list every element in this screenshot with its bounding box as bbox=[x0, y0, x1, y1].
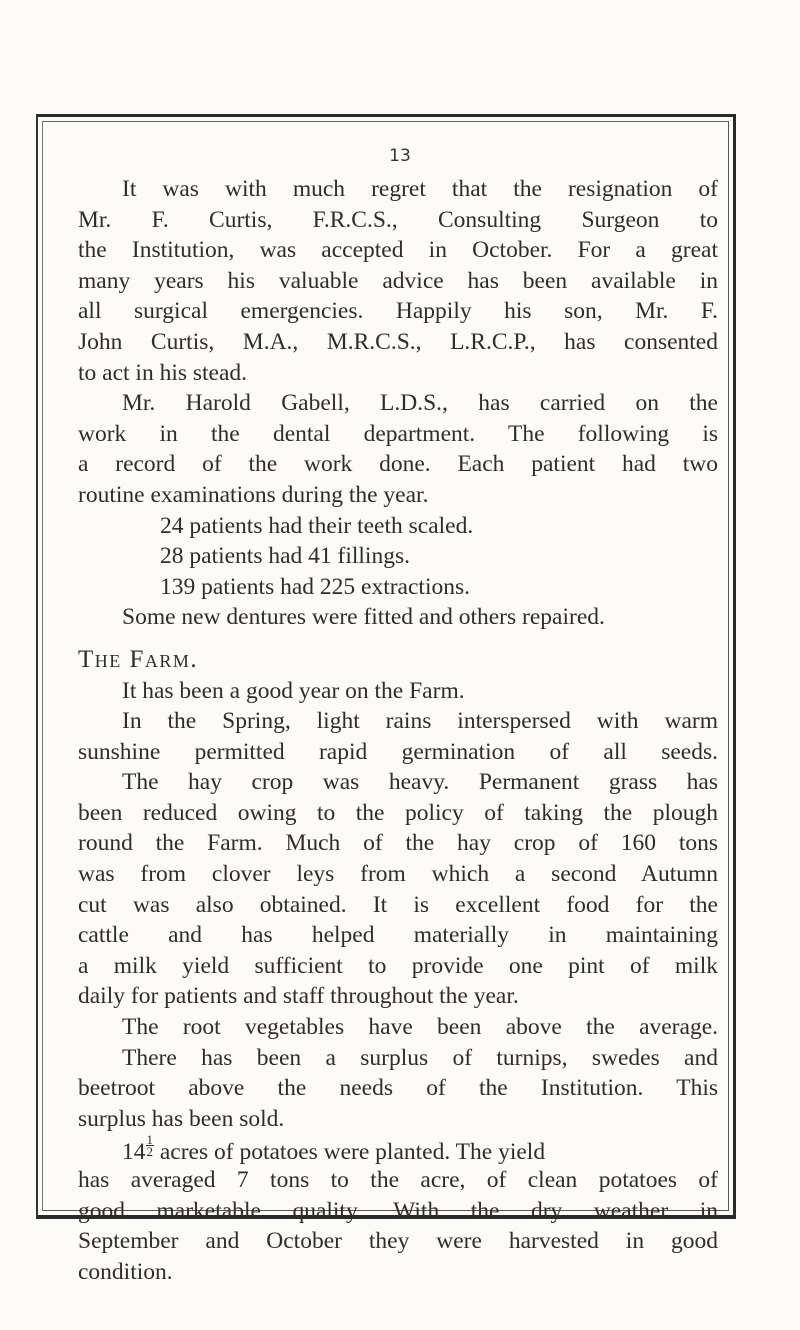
text-line: John Curtis, M.A., M.R.C.S., L.R.C.P., has consented bbox=[78, 328, 718, 355]
text-line: was from clover leys from which a second Autumn bbox=[78, 861, 718, 888]
text-line: routine examinations during the year. bbox=[78, 481, 429, 508]
section-heading-farm: The Farm. bbox=[78, 645, 199, 673]
text-line: to act in his stead. bbox=[78, 359, 248, 386]
text-line: The root vegetables have been above the average. bbox=[122, 1014, 718, 1041]
paragraph-dentures: Some new dentures were fitted and others repaired. bbox=[122, 604, 605, 631]
list-item: 24 patients had their teeth scaled. bbox=[160, 512, 474, 539]
text-line: cut was also obtained. It is excellent food for the bbox=[78, 891, 718, 918]
text-line: condition. bbox=[78, 1258, 173, 1285]
text-line: the Institution, was accepted in October. For a great bbox=[78, 237, 718, 264]
list-item: 28 patients had 41 fillings. bbox=[160, 543, 410, 570]
text-line: cattle and has helped materially in maintaining bbox=[78, 922, 718, 949]
text-line: The hay crop was heavy. Permanent grass has bbox=[122, 769, 718, 796]
one-half-fraction bbox=[146, 1132, 155, 1160]
text-line: all surgical emergencies. Happily his son, Mr. F. bbox=[78, 298, 718, 325]
fraction-numerator: 1 bbox=[146, 1132, 153, 1148]
text-line: In the Spring, light rains interspersed with warm bbox=[122, 708, 718, 735]
text-line: a record of the work done. Each patient had two bbox=[78, 451, 718, 478]
list-item: 139 patients had 225 extractions. bbox=[160, 573, 470, 600]
text-line: September and October they were harvested in good bbox=[78, 1228, 718, 1255]
text-line: beetroot above the needs of the Institution. This bbox=[78, 1075, 718, 1102]
paragraph-potatoes bbox=[78, 1134, 718, 1287]
text-line: a milk yield sufficient to provide one pint of milk bbox=[78, 952, 718, 979]
paragraph-dental-department bbox=[78, 388, 718, 510]
text-line: sunshine permitted rapid germination of all seeds. bbox=[78, 738, 718, 765]
text-line bbox=[78, 1134, 718, 1165]
text-line: There has been a surplus of turnips, swedes and bbox=[122, 1044, 718, 1071]
text-line: Mr. F. Curtis, F.R.C.S., Consulting Surgeon to bbox=[78, 206, 718, 233]
page-number: 13 bbox=[389, 146, 411, 166]
paragraph-hay-crop bbox=[78, 706, 718, 1012]
text-line: Mr. Harold Gabell, L.D.S., has carried on the bbox=[122, 390, 718, 417]
text-line-rest: acres of potatoes were planted. The yield bbox=[154, 1139, 546, 1166]
paragraph-farm-intro: It has been a good year on the Farm. bbox=[122, 677, 465, 704]
text-line: many years his valuable advice has been available in bbox=[78, 267, 718, 294]
fraction-denominator: 2 bbox=[146, 1144, 153, 1160]
text-line: daily for patients and staff throughout the year. bbox=[78, 983, 519, 1010]
text-line: It was with much regret that the resignation of bbox=[122, 176, 718, 202]
text-line: surplus has been sold. bbox=[78, 1105, 285, 1132]
dental-record-list bbox=[78, 511, 718, 603]
paragraph-root-vegetables bbox=[78, 1012, 718, 1134]
paragraph-curtis-resignation bbox=[78, 174, 718, 388]
text-line: been reduced owing to the policy of taking the plough bbox=[78, 799, 718, 826]
text-line: has averaged 7 tons to the acre, of clean potatoes of bbox=[78, 1167, 718, 1193]
text-line: work in the dental department. The following is bbox=[78, 420, 718, 447]
acres-whole-number: 14 bbox=[122, 1139, 146, 1166]
page-body bbox=[78, 174, 718, 1287]
text-line: round the Farm. Much of the hay crop of 160 tons bbox=[78, 830, 718, 857]
text-line: good marketable quality. With the dry weather in bbox=[78, 1197, 718, 1224]
